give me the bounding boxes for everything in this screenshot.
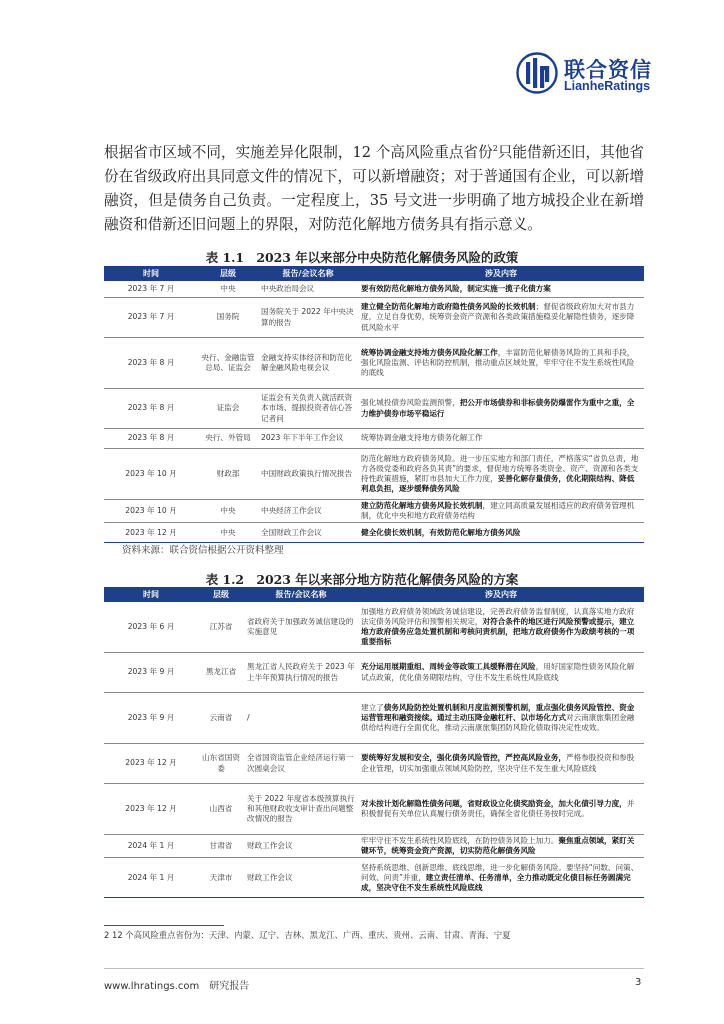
- table-row: [104, 858, 644, 898]
- content-bold: 要统筹好发展和安全，强化债务风险管控，严控高风险业务，: [361, 753, 567, 763]
- cell-time: 2023 年 6 月: [104, 602, 198, 653]
- content-text: 防范化解地方政府债务风险。进一步压实地方和部门责任，严格落实“省负总责，地方各级党委和政府各负其责”的要求，督促地方统筹各类资金、资产、资源和各类支持性政策措施，紧盯市县加大工作力度，: [361, 453, 639, 483]
- content-text: ，用好国家隐性债务风险化解试点政策，优化债务期限结构，守住不发生系统性风险底线: [361, 662, 635, 682]
- cell-level: 黑龙江省: [198, 653, 244, 693]
- content-bold: 统筹协调金融支持地方债务风险化解工作: [361, 347, 498, 357]
- content-text: 加强地方政府债务领域政务诚信建设，完善政府债务监督制度，认真落实地方政府法定债务风险评估和预警相关规定，: [361, 606, 635, 626]
- table-row: [104, 784, 644, 835]
- cell-time: 2023 年 9 月: [104, 693, 198, 744]
- cell-content: [358, 429, 644, 449]
- table-row: [104, 835, 644, 858]
- cell-level: 甘肃省: [198, 835, 244, 858]
- intro-paragraph: [104, 141, 644, 237]
- cell-time: 2023 年 12 月: [104, 523, 198, 543]
- cell-content: [358, 744, 644, 784]
- table-row: [104, 281, 644, 298]
- cell-time: 2023 年 7 月: [104, 281, 198, 298]
- table-row: [104, 744, 644, 784]
- brand-logo: [516, 52, 666, 96]
- col-header-level: 层级: [198, 587, 244, 602]
- cell-time: 2023 年 8 月: [104, 429, 198, 449]
- cell-level: 财政部: [198, 449, 258, 500]
- table-row: [104, 298, 644, 338]
- cell-name: 证监会有关负责人就活跃资本市场、提振投资者信心答记者问: [258, 389, 358, 429]
- footer-divider: [104, 968, 644, 969]
- table2-caption: 表 1.2 2023 年以来部分地方防范化解债务风险的方案: [205, 572, 519, 587]
- footer-label: 研究报告: [209, 981, 250, 992]
- table-row: [104, 449, 644, 500]
- cell-content: [358, 298, 644, 338]
- content-bold: 健全化债长效机制，有效防范化解地方债务风险: [361, 527, 521, 537]
- content-text: ，丰富防范化解债务风险的工具和手段，强化风险监测、评估和防控机制，推动重点区域处置，牢牢守住不发生系统性风险的底线: [361, 347, 635, 378]
- footer-left: [104, 977, 249, 992]
- cell-name: /: [244, 693, 358, 744]
- table-row: [104, 389, 644, 429]
- col-header-content: 涉及内容: [358, 266, 644, 281]
- cell-name: 中央经济工作会议: [258, 500, 358, 523]
- cell-time: 2023 年 10 月: [104, 449, 198, 500]
- col-header-level: 层级: [198, 266, 258, 281]
- cell-name: 2023 年下半年工作会议: [258, 429, 358, 449]
- cell-name: 全省国资监管企业经济运行第一次圆桌会议: [244, 744, 358, 784]
- cell-content: [358, 281, 644, 298]
- cell-level: 江苏省: [198, 602, 244, 653]
- cell-content: [358, 653, 644, 693]
- cell-content: [358, 449, 644, 500]
- table-row: [104, 523, 644, 543]
- cell-name: 省政府关于加强政务诚信建设的实施意见: [244, 602, 358, 653]
- page-number: 3: [635, 977, 642, 988]
- cell-name: 关于 2022 年度省本级预算执行和其他财政收支审计查出问题整改情况的报告: [244, 784, 358, 835]
- table1-source: 资料来源：联合资信根据公开资料整理: [122, 545, 284, 556]
- cell-level: 云南省: [198, 693, 244, 744]
- footnote: 2 12 个高风险重点省份为：天津、内蒙、辽宁、吉林、黑龙江、广西、重庆、贵州、云南、甘肃、青海、宁夏: [104, 930, 511, 940]
- cell-name: 中国财政政策执行情况报告: [258, 449, 358, 500]
- table-header-row: [104, 587, 644, 602]
- table-header-row: [104, 266, 644, 281]
- table-row: [104, 602, 644, 653]
- local-policy-table: [104, 587, 644, 898]
- table-row: [104, 338, 644, 389]
- cell-name: 中央政治局会议: [258, 281, 358, 298]
- content-bold: 债务风险防控处置机制和月度监测预警机制，重点强化债务风险管控、资金运营管理和融资接续。通过主动压降金融杠杆、以市场化方式: [361, 702, 635, 722]
- content-bold: 把公开市场债券和非标债务防爆雷作为重中之重，全力维护债券市场平稳运行: [361, 398, 635, 418]
- col-header-content: 涉及内容: [358, 587, 644, 602]
- content-bold: 要有效防范化解地方债务风险，制定实施一揽子化债方案: [361, 283, 551, 293]
- cell-content: [358, 835, 644, 858]
- cell-content: [358, 693, 644, 744]
- cell-level: 中央: [198, 281, 258, 298]
- content-bold: 妥善化解存量债务，优化期限结构、降低利息负担，逐步缓释债务风险: [361, 474, 635, 494]
- content-bold: 聚焦重点领域，紧盯关键环节，统筹资金资产资源，切实防范化解债务风险: [361, 836, 635, 856]
- cell-name: 财政工作会议: [244, 835, 358, 858]
- content-text: 对云南康旅集团金融供给结构进行全面优化，推动云南康旅集团防风险化债取得决定性成效。: [361, 712, 635, 733]
- cell-name: 黑龙江省人民政府关于 2023 年上半年预算执行情况的报告: [244, 653, 358, 693]
- cell-content: [358, 858, 644, 898]
- cell-content: [358, 523, 644, 543]
- table-row: [104, 653, 644, 693]
- cell-time: 2024 年 1 月: [104, 835, 198, 858]
- cell-name: 金融支持实体经济和防范化解金融风险电视会议: [258, 338, 358, 389]
- cell-level: 山东省国资委: [198, 744, 244, 784]
- cell-time: 2023 年 10 月: [104, 500, 198, 523]
- content-bold: 建立责任清单、任务清单，全力推动既定化债目标任务圆满完成，坚决守住不发生系统性风险底线: [361, 872, 631, 892]
- content-bold: 建立防范化解地方债务风险长效机制: [361, 501, 483, 510]
- content-bold: 对未按计划化解隐性债务问题，省财政设立化债奖励资金，加大化债引导力度，: [361, 798, 627, 808]
- cell-time: 2023 年 12 月: [104, 744, 198, 784]
- footer-url[interactable]: www.lhratings.com: [104, 981, 200, 992]
- cell-level: 中央: [198, 523, 258, 543]
- table-row: [104, 429, 644, 449]
- cell-level: 山西省: [198, 784, 244, 835]
- col-header-name: 报告/会议名称: [244, 587, 358, 602]
- intro-text-2: 只能借新还旧，其他省份在省级政府出具同意文件的情况下，可以新增融资；对于普通国有企业，可以新增融资，但是债务自己负责。一定程度上，35 号文进一步明确了地方城投企业在新增融资和借新还旧问题上的界限，对防范化解地方债务具有指示意义。: [104, 144, 644, 233]
- logo-en: LianheRatings: [564, 79, 651, 93]
- cell-content: [358, 602, 644, 653]
- content-text: ，建立同高质量发展相适应的政府债务管理机制，优化中央和地方政府债务结构: [361, 501, 635, 521]
- table-row: [104, 693, 644, 744]
- cell-level: 天津市: [198, 858, 244, 898]
- content-bold: 对符合条件的地区进行风险预警或提示，建立地方政府债务应急处置机制和考核问责机制，把地方政府债务作为政绩考核的一项重要指标: [361, 616, 635, 647]
- content-text: ；督促省级政府加大对市县力度，立足自身优势，统筹资金资产资源和各类政策措施稳妥化解隐性债务，逐步降低风险水平: [361, 302, 635, 332]
- logo-cn: 联合资信: [564, 58, 652, 82]
- lianhe-logo-icon: [516, 52, 558, 94]
- cell-level: 国务院: [198, 298, 258, 338]
- intro-text-1: 根据省市区域不同，实施差异化限制，12 个高风险重点省份: [104, 144, 493, 161]
- cell-content: [358, 784, 644, 835]
- cell-content: [358, 389, 644, 429]
- table-row: [104, 500, 644, 523]
- cell-time: 2023 年 8 月: [104, 338, 198, 389]
- footnote-ref[interactable]: 2: [492, 144, 498, 154]
- cell-time: 2023 年 8 月: [104, 389, 198, 429]
- col-header-time: 时间: [104, 587, 198, 602]
- cell-name: 财政工作会议: [244, 858, 358, 898]
- cell-name: 全国财政工作会议: [258, 523, 358, 543]
- cell-time: 2023 年 7 月: [104, 298, 198, 338]
- cell-level: 中央: [198, 500, 258, 523]
- cell-content: [358, 500, 644, 523]
- central-policy-table: [104, 266, 644, 543]
- cell-time: 2023 年 12 月: [104, 784, 198, 835]
- content-text: 并积极督促有关单位认真履行债务责任，确保全省化债任务按时完成。: [361, 798, 635, 818]
- content-text: 强化城投债券风险监测预警，: [361, 398, 460, 408]
- cell-time: 2023 年 9 月: [104, 653, 198, 693]
- table1-caption: 表 1.1 2023 年以来部分中央防范化解债务风险的政策: [205, 250, 519, 265]
- content-bold: 充分运用展期重组、周转金等政策工具缓释潜在风险: [361, 662, 536, 672]
- cell-content: [358, 338, 644, 389]
- content-text: 建立了: [361, 702, 384, 712]
- cell-name: 国务院关于 2022 年中央决算的报告: [258, 298, 358, 338]
- cell-level: 证监会: [198, 389, 258, 429]
- cell-time: 2024 年 1 月: [104, 858, 198, 898]
- footnote-divider: [104, 925, 224, 926]
- content-text: 牢牢守住不发生系统性风险底线，在防控债务风险上加力。: [361, 836, 559, 845]
- content-text: 坚持系统思维、创新思维、底线思维，进一步化解债务风险。要坚持“问数、问策、问效、问责”并重，: [361, 862, 639, 882]
- cell-level: 央行、金融监管总局、证监会: [198, 338, 258, 389]
- content-bold: 建立健全防范化解地方政府隐性债务风险的长效机制: [361, 302, 536, 312]
- content-text: 严格参股投资和参股企业管理，切实加强重点领域风险防控，坚决守住不发生重大风险底线: [361, 753, 635, 773]
- cell-level: 央行、外管局: [198, 429, 258, 449]
- col-header-name: 报告/会议名称: [258, 266, 358, 281]
- content-text: 统筹协调金融支持地方债务化解工作: [361, 433, 483, 443]
- col-header-time: 时间: [104, 266, 198, 281]
